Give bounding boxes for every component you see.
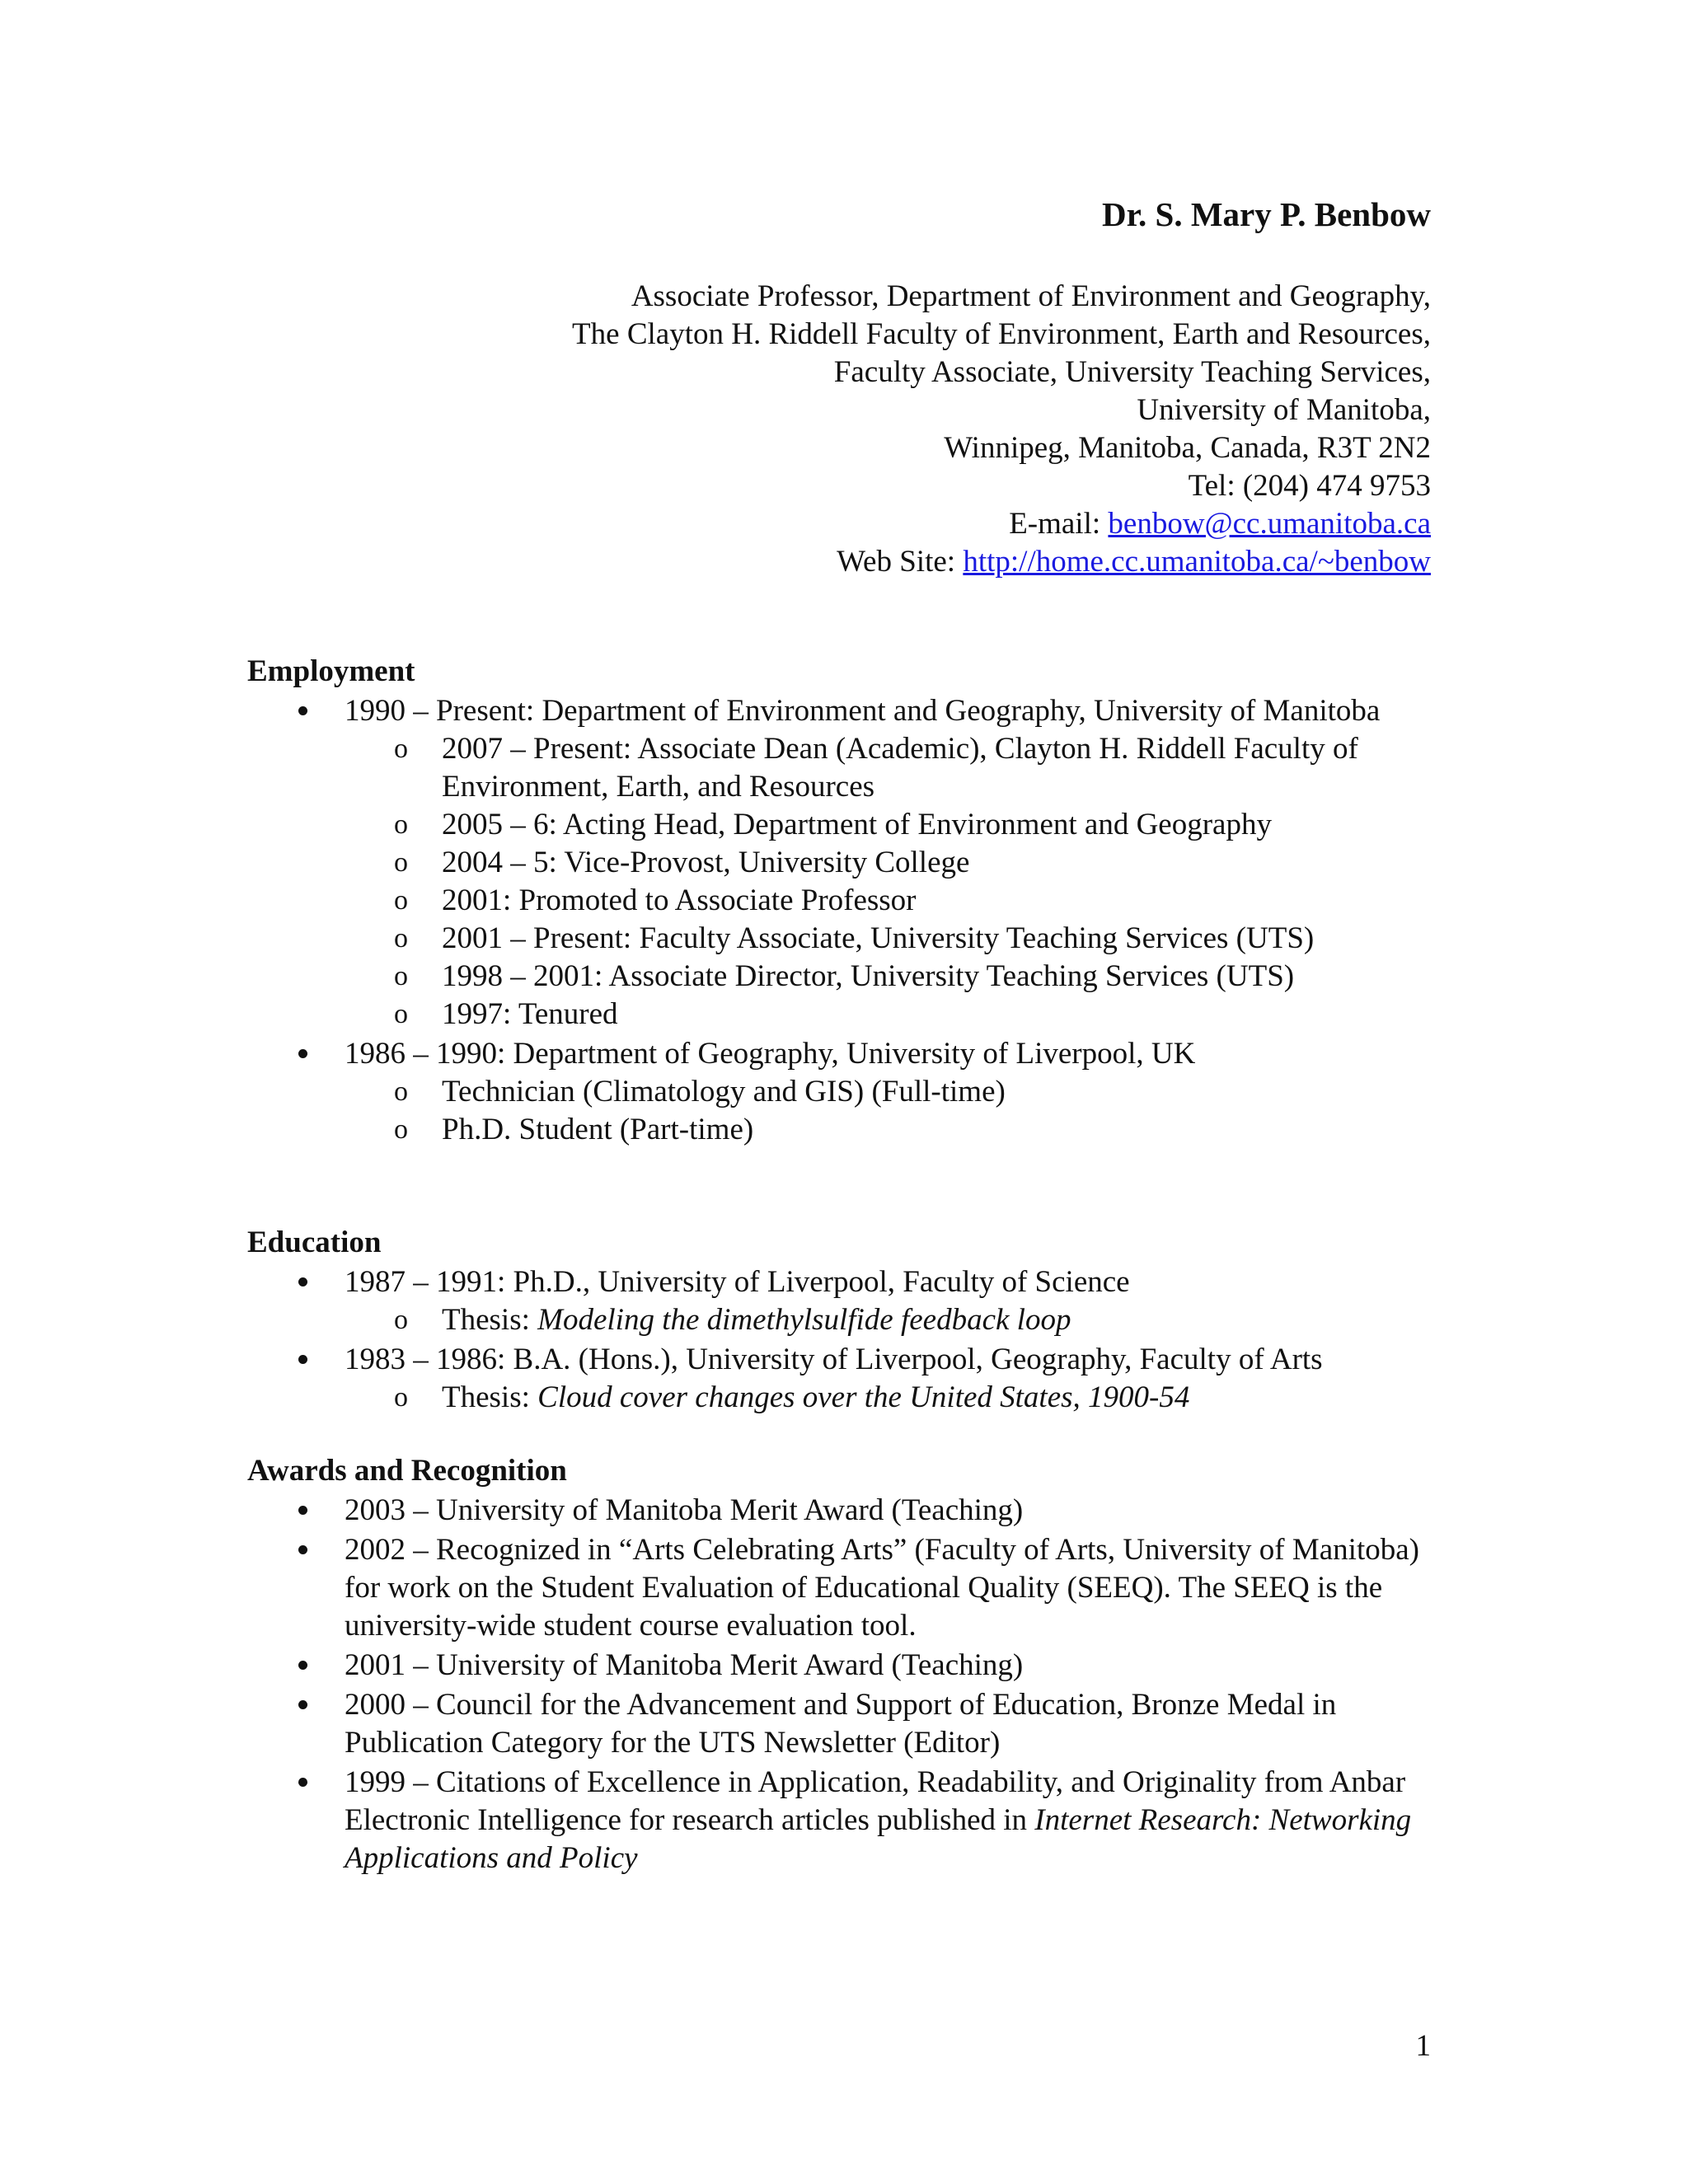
education-heading: Education [247, 1226, 382, 1259]
employment-sublist [345, 730, 1434, 1033]
website-link[interactable]: http://home.cc.umanitoba.ca/~benbow [963, 545, 1431, 579]
employment-sublist [345, 1073, 1434, 1149]
title-line: Associate Professor, Department of Environment and Geography, [631, 279, 1431, 313]
email-line [277, 505, 1431, 543]
award-item: 2003 – University of Manitoba Merit Award (Teaching) [247, 1492, 1442, 1530]
thesis-line [345, 1301, 1434, 1339]
education-list [247, 1263, 1434, 1418]
employment-heading: Employment [247, 654, 415, 688]
employment-subitem: o 2001: Promoted to Associate Professor [345, 882, 1434, 920]
university-line: University of Manitoba, [1137, 393, 1431, 427]
associate-line: Faculty Associate, University Teaching Services, [833, 355, 1431, 389]
education-item [247, 1341, 1434, 1417]
employment-subitem: o 2004 – 5: Vice-Provost, University College [345, 844, 1434, 882]
employment-subitem: o 2005 – 6: Acting Head, Department of Environment and Geography [345, 806, 1434, 844]
thesis-line [345, 1379, 1434, 1417]
employment-subitem: o Ph.D. Student (Part-time) [345, 1111, 1434, 1149]
thesis-title: Cloud cover changes over the United States, 1900-54 [537, 1380, 1190, 1414]
employment-subitem: o 2001 – Present: Faculty Associate, University Teaching Services (UTS) [345, 920, 1434, 958]
website-line [277, 543, 1431, 581]
email-label: E-mail: [1009, 507, 1109, 541]
employment-item-text: 1986 – 1990: Department of Geography, University of Liverpool, UK [345, 1037, 1196, 1071]
address-line: Winnipeg, Manitoba, Canada, R3T 2N2 [944, 431, 1431, 465]
employment-item-text: 1990 – Present: Department of Environment and Geography, University of Manitoba [345, 694, 1381, 728]
award-item: 2001 – University of Manitoba Merit Award (Teaching) [247, 1647, 1442, 1685]
employment-item [247, 692, 1434, 1033]
thesis-label: Thesis: [442, 1380, 538, 1414]
education-item [247, 1263, 1434, 1339]
page-number: 1 [1415, 2029, 1431, 2063]
award-item [247, 1764, 1442, 1877]
email-link[interactable]: benbow@cc.umanitoba.ca [1108, 507, 1431, 541]
awards-heading: Awards and Recognition [247, 1454, 567, 1488]
education-sublist [345, 1301, 1434, 1339]
phone-line: Tel: (204) 474 9753 [1188, 469, 1431, 503]
thesis-label: Thesis: [442, 1303, 538, 1337]
award-item-text: 1999 – Citations of Excellence in Application, Readability, and Originality from Anbar Electronic Intelligence for research articles published in [345, 1765, 1406, 1837]
award-item: 2000 – Council for the Advancement and Support of Education, Bronze Medal in Publication Category for the UTS Newsletter (Editor) [247, 1686, 1442, 1762]
education-item-text: 1983 – 1986: B.A. (Hons.), University of Liverpool, Geography, Faculty of Arts [345, 1343, 1323, 1376]
awards-list [247, 1492, 1442, 1879]
education-sublist [345, 1379, 1434, 1417]
person-name: Dr. S. Mary P. Benbow [1101, 195, 1431, 233]
employment-subitem: o 1998 – 2001: Associate Director, University Teaching Services (UTS) [345, 958, 1434, 996]
employment-subitem: o 2007 – Present: Associate Dean (Academic), Clayton H. Riddell Faculty of Environment, Earth, and Resources [345, 730, 1434, 806]
contact-block [277, 278, 1431, 581]
website-label: Web Site: [837, 545, 964, 579]
employment-subitem: o 1997: Tenured [345, 996, 1434, 1033]
employment-list [247, 692, 1434, 1151]
award-item: 2002 – Recognized in “Arts Celebrating Arts” (Faculty of Arts, University of Manitoba) for work on the Student Evaluation of Educational Quality (SEEQ). The SEEQ is the university-wide student course evaluation tool. [247, 1531, 1442, 1645]
education-item-text: 1987 – 1991: Ph.D., University of Liverpool, Faculty of Science [345, 1265, 1130, 1299]
journal-title: Internet Research: Networking Applications and Policy [345, 1803, 1412, 1875]
faculty-line: The Clayton H. Riddell Faculty of Environment, Earth and Resources, [572, 317, 1431, 351]
employment-subitem: o Technician (Climatology and GIS) (Full-time) [345, 1073, 1434, 1111]
employment-item [247, 1035, 1434, 1149]
thesis-title: Modeling the dimethylsulfide feedback loop [537, 1303, 1071, 1337]
